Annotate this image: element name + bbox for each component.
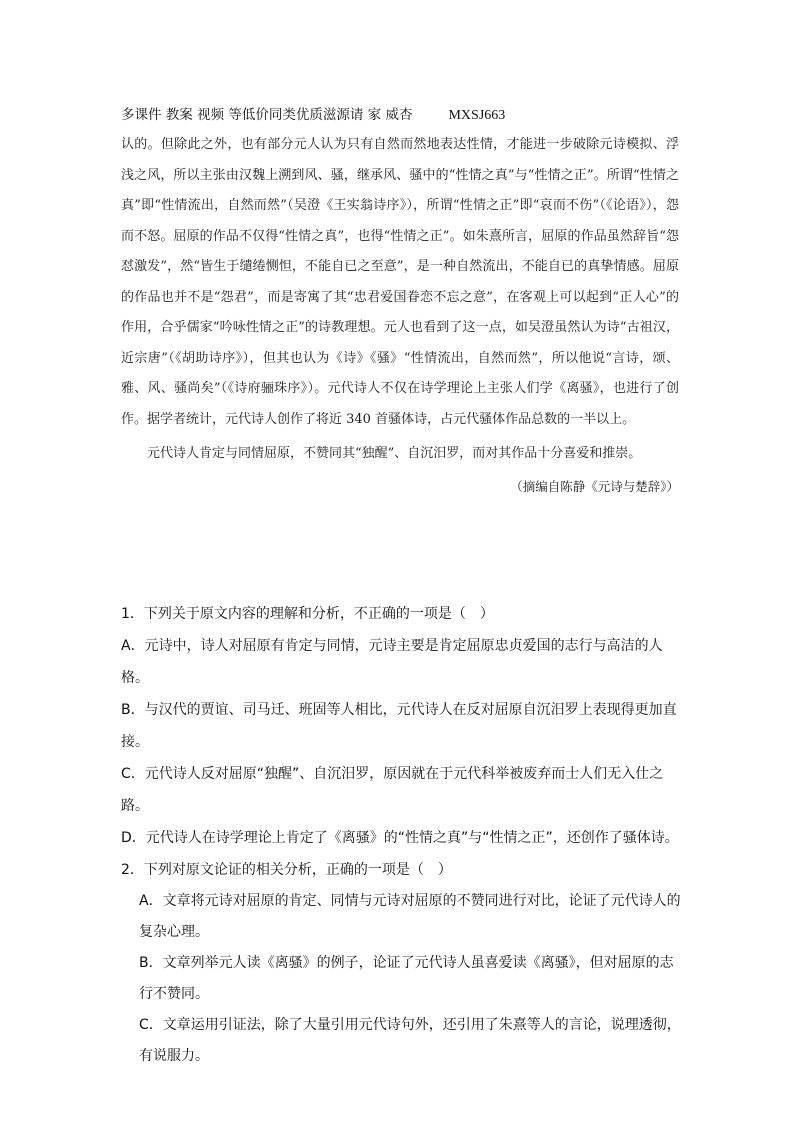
passage <box>121 130 679 502</box>
page-header <box>121 103 681 125</box>
header-code: MXSJ663 <box>448 108 506 123</box>
question-1-option-c: C．元代诗人反对屈原“独醒”、自沉汨罗，原因就在于元代科举被废弃而士人们无入仕之路。 <box>121 766 664 814</box>
question-1-option-b: B．与汉代的贾谊、司马迁、班固等人相比，元代诗人在反对屈原自沉汨罗上表现得更加直接。 <box>121 702 677 750</box>
question-2-stem: 2．下列对原文论证的相关分析，正确的一项是（ ） <box>121 862 452 878</box>
question-1-option-d: D．元代诗人在诗学理论上肯定了《离骚》的“性情之真”与“性情之正”，还创作了骚体诗。 <box>121 830 679 846</box>
question-2-option-c: C．文章运用引证法，除了大量引用元代诗句外，还引用了朱熹等人的言论，说理透彻，有说服力。 <box>139 1017 681 1064</box>
question-2-option-a: A．文章将元诗对屈原的肯定、同情与元诗对屈原的不赞同进行对比，论证了元代诗人的复杂心理。 <box>139 893 681 940</box>
question-2-option-b: B．文章列举元人读《离骚》的例子，论证了元代诗人虽喜爱读《离骚》，但对屈原的志行不赞同。 <box>139 955 674 1002</box>
passage-paragraph-1: 认的。但除此之外，也有部分元人认为只有自然而然地表达性情，才能进一步破除元诗模拟、浮浅之风，所以主张由汉魏上溯到风、骚，继承风、骚中的“性情之真”与“性情之正”。所谓“性情之真”即“性情流出，自然而然”（吴澄《王实翁诗序》），所谓“性情之正”即“哀而不伤”（《论语》），怨而不怒。屈原的作品不仅得“性情之真”，也得“性情之正”。如朱熹所言，屈原的作品虽然辞旨“怨怼激发”，然“皆生于缱绻恻怛，不能自已之至意”，是一种自然流出，不能自已的真挚情感。屈原的作品也并不是“怨君”，而是寄寓了其“忠君爱国眷恋不忘之意”，在客观上可以起到“正人心”的作用，合乎儒家“吟咏性情之正”的诗教理想。元人也看到了这一点，如吴澄虽然认为诗“古祖汉，近宗唐”（《胡助诗序》），但其也认为《诗》《骚》“性情流出，自然而然”，所以他说“言诗，颂、雅、风、骚尚矣”（《诗府骊珠序》）。元代诗人不仅在诗学理论上主张人们学《离骚》，也进行了创作。据学者统计，元代诗人创作了将近 340 首骚体诗，占元代骚体作品总数的一半以上。 <box>121 137 679 427</box>
question-1-option-a: A．元诗中，诗人对屈原有肯定与同情，元诗主要是肯定屈原忠贞爱国的志行与高洁的人格。 <box>121 638 663 686</box>
header-text: 多课件 教案 视频 等低价同类优质滋源请 家 威杏 <box>121 107 413 123</box>
question-1-stem: 1．下列关于原文内容的理解和分析，不正确的一项是（ ） <box>121 606 494 622</box>
questions <box>121 598 681 1072</box>
passage-source: （摘编自陈静《元诗与楚辞》） <box>510 478 679 494</box>
passage-paragraph-2: 元代诗人肯定与同情屈原，不赞同其“独醒”、自沉汨罗，而对其作品十分喜爱和推崇。 <box>147 446 642 461</box>
